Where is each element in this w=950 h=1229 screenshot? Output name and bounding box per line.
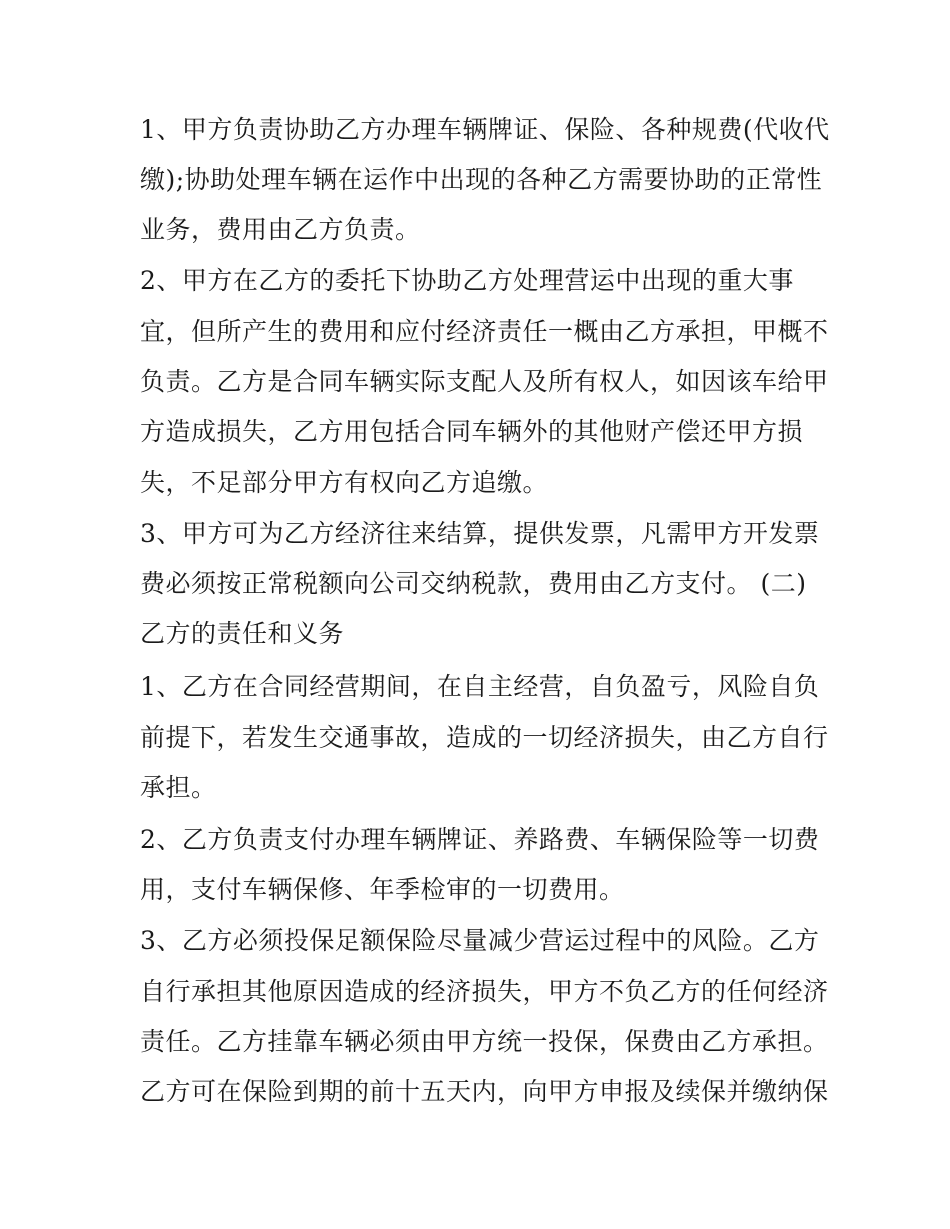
text-line-7: 方造成损失，乙方用包括合同车辆外的其他财产偿还甲方损 [140,417,804,446]
text-line-3: 业务，费用由乙方负责。 [140,215,421,244]
text-line-5: 宜，但所产生的费用和应付经济责任一概由乙方承担，甲概不 [140,317,829,346]
text-line-17: 3、乙方必须投保足额保险尽量减少营运过程中的风险。乙方 [140,926,820,955]
text-line-8: 失，不足部分甲方有权向乙方追缴。 [140,468,549,497]
text-line-4: 2、甲方在乙方的委托下协助乙方处理营运中出现的重大事 [140,266,794,295]
text-line-6: 负责。乙方是合同车辆实际支配人及所有权人，如因该车给甲 [140,367,829,396]
text-line-19: 责任。乙方挂靠车辆必须由甲方统一投保，保费由乙方承担。 [140,1027,829,1056]
text-line-13: 前提下，若发生交通事故，造成的一切经济损失，由乙方自行 [140,723,829,752]
text-line-9: 3、甲方可为乙方经济往来结算，提供发票，凡需甲方开发票 [140,519,820,548]
text-line-20: 乙方可在保险到期的前十五天内，向甲方申报及续保并缴纳保 [140,1077,829,1106]
text-line-18: 自行承担其他原因造成的经济损失，甲方不负乙方的任何经济 [140,977,829,1006]
text-line-1: 1、甲方负责协助乙方办理车辆牌证、保险、各种规费(代收代 [140,115,830,144]
text-line-2: 缴);协助处理车辆在运作中出现的各种乙方需要协助的正常性 [140,165,823,194]
text-line-11: 乙方的责任和义务 [140,619,345,648]
text-line-12: 1、乙方在合同经营期间，在自主经营，自负盈亏，风险自负 [140,672,820,701]
text-line-15: 2、乙方负责支付办理车辆牌证、养路费、车辆保险等一切费 [140,825,820,854]
text-line-14: 承担。 [140,773,217,802]
text-line-10: 费必须按正常税额向公司交纳税款，费用由乙方支付。 (二) [140,569,807,598]
text-line-16: 用，支付车辆保修、年季检审的一切费用。 [140,875,625,904]
